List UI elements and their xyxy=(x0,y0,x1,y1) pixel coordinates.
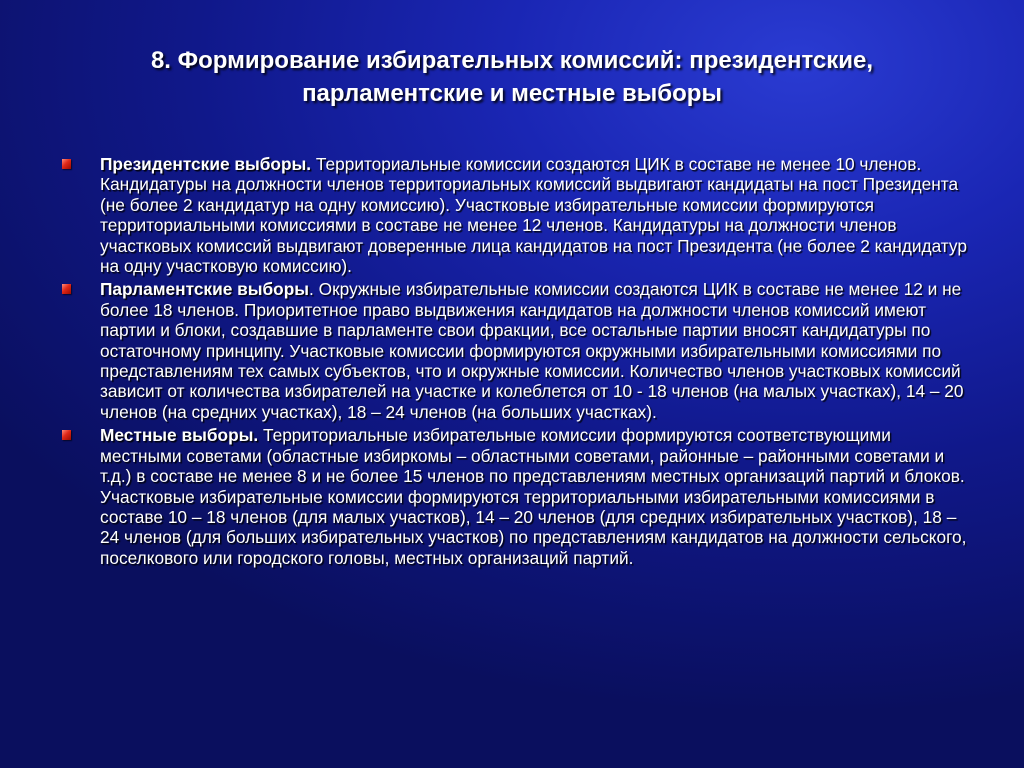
bullet-heading: Парламентские выборы xyxy=(100,279,310,300)
bullet-square-icon xyxy=(62,159,71,169)
bullet-square-icon xyxy=(62,430,71,440)
title-line-2: парламентские и местные выборы xyxy=(302,80,722,107)
bullet-local-elections xyxy=(62,425,972,568)
bullet-presidential-elections xyxy=(62,154,972,276)
bullet-heading: Местные выборы. xyxy=(100,425,259,446)
slide-title xyxy=(60,44,964,110)
bullet-square-icon xyxy=(62,284,71,294)
bullet-heading: Президентские выборы. xyxy=(100,154,312,174)
bullet-body: Территориальные комиссии создаются ЦИК в составе не менее 10 членов. Кандидатуры на должности членов территориальных комиссий выдвигают кандидаты на пост Президента (не более 2 кандидатур на одну комиссию). Участковые избирательные комиссии формируются территориальными комиссиями в составе не менее 12 членов. Кандидатуры на должности членов участковых комиссий выдвигают доверенные лица кандидатов на пост Президента (не более 2 кандидатур на одну участковую комиссию). xyxy=(100,154,967,277)
bullet-body: Территориальные избирательные комиссии формируются соответствующими местными советами (областные избиркомы – областными советами, районные – районными советами и т.д.) в составе не менее 8 и не более 15 членов по представлениям местных организаций партий и блоков. Участковые избирательные комиссии формируются территориальными избирательными комиссиями в составе 10 – 18 членов (для малых участков), 14 – 20 членов (для средних избирательных участков), 18 – 24 членов (для больших избирательных участков) по представлениям кандидатов на должности сельского, поселкового или городского головы, местных организаций партий. xyxy=(100,425,967,568)
bullet-text xyxy=(100,279,972,422)
bullet-list xyxy=(62,154,972,571)
bullet-parliamentary-elections xyxy=(62,279,972,422)
bullet-text xyxy=(100,425,972,568)
bullet-body: . Окружные избирательные комиссии создаются ЦИК в составе не менее 12 и не более 18 членов. Приоритетное право выдвижения кандидатов на должности членов комиссий имеют партии и блоки, создавшие в парламенте свои фракции, все остальные партии вносят кандидатуры по остаточному принципу. Участковые комиссии формируются окружными избирательными комиссиями по представлениям тех самых субъектов, что и окружные комиссии. Количество членов участковых комиссий зависит от количества избирателей на участке и колеблется от 10 - 18 членов (на малых участках), 14 – 20 членов (на средних участках), 18 – 24 членов (на больших участках). xyxy=(100,279,964,422)
title-line-1: 8. Формирование избирательных комиссий: президентские, xyxy=(150,47,874,74)
bullet-text xyxy=(100,154,972,276)
